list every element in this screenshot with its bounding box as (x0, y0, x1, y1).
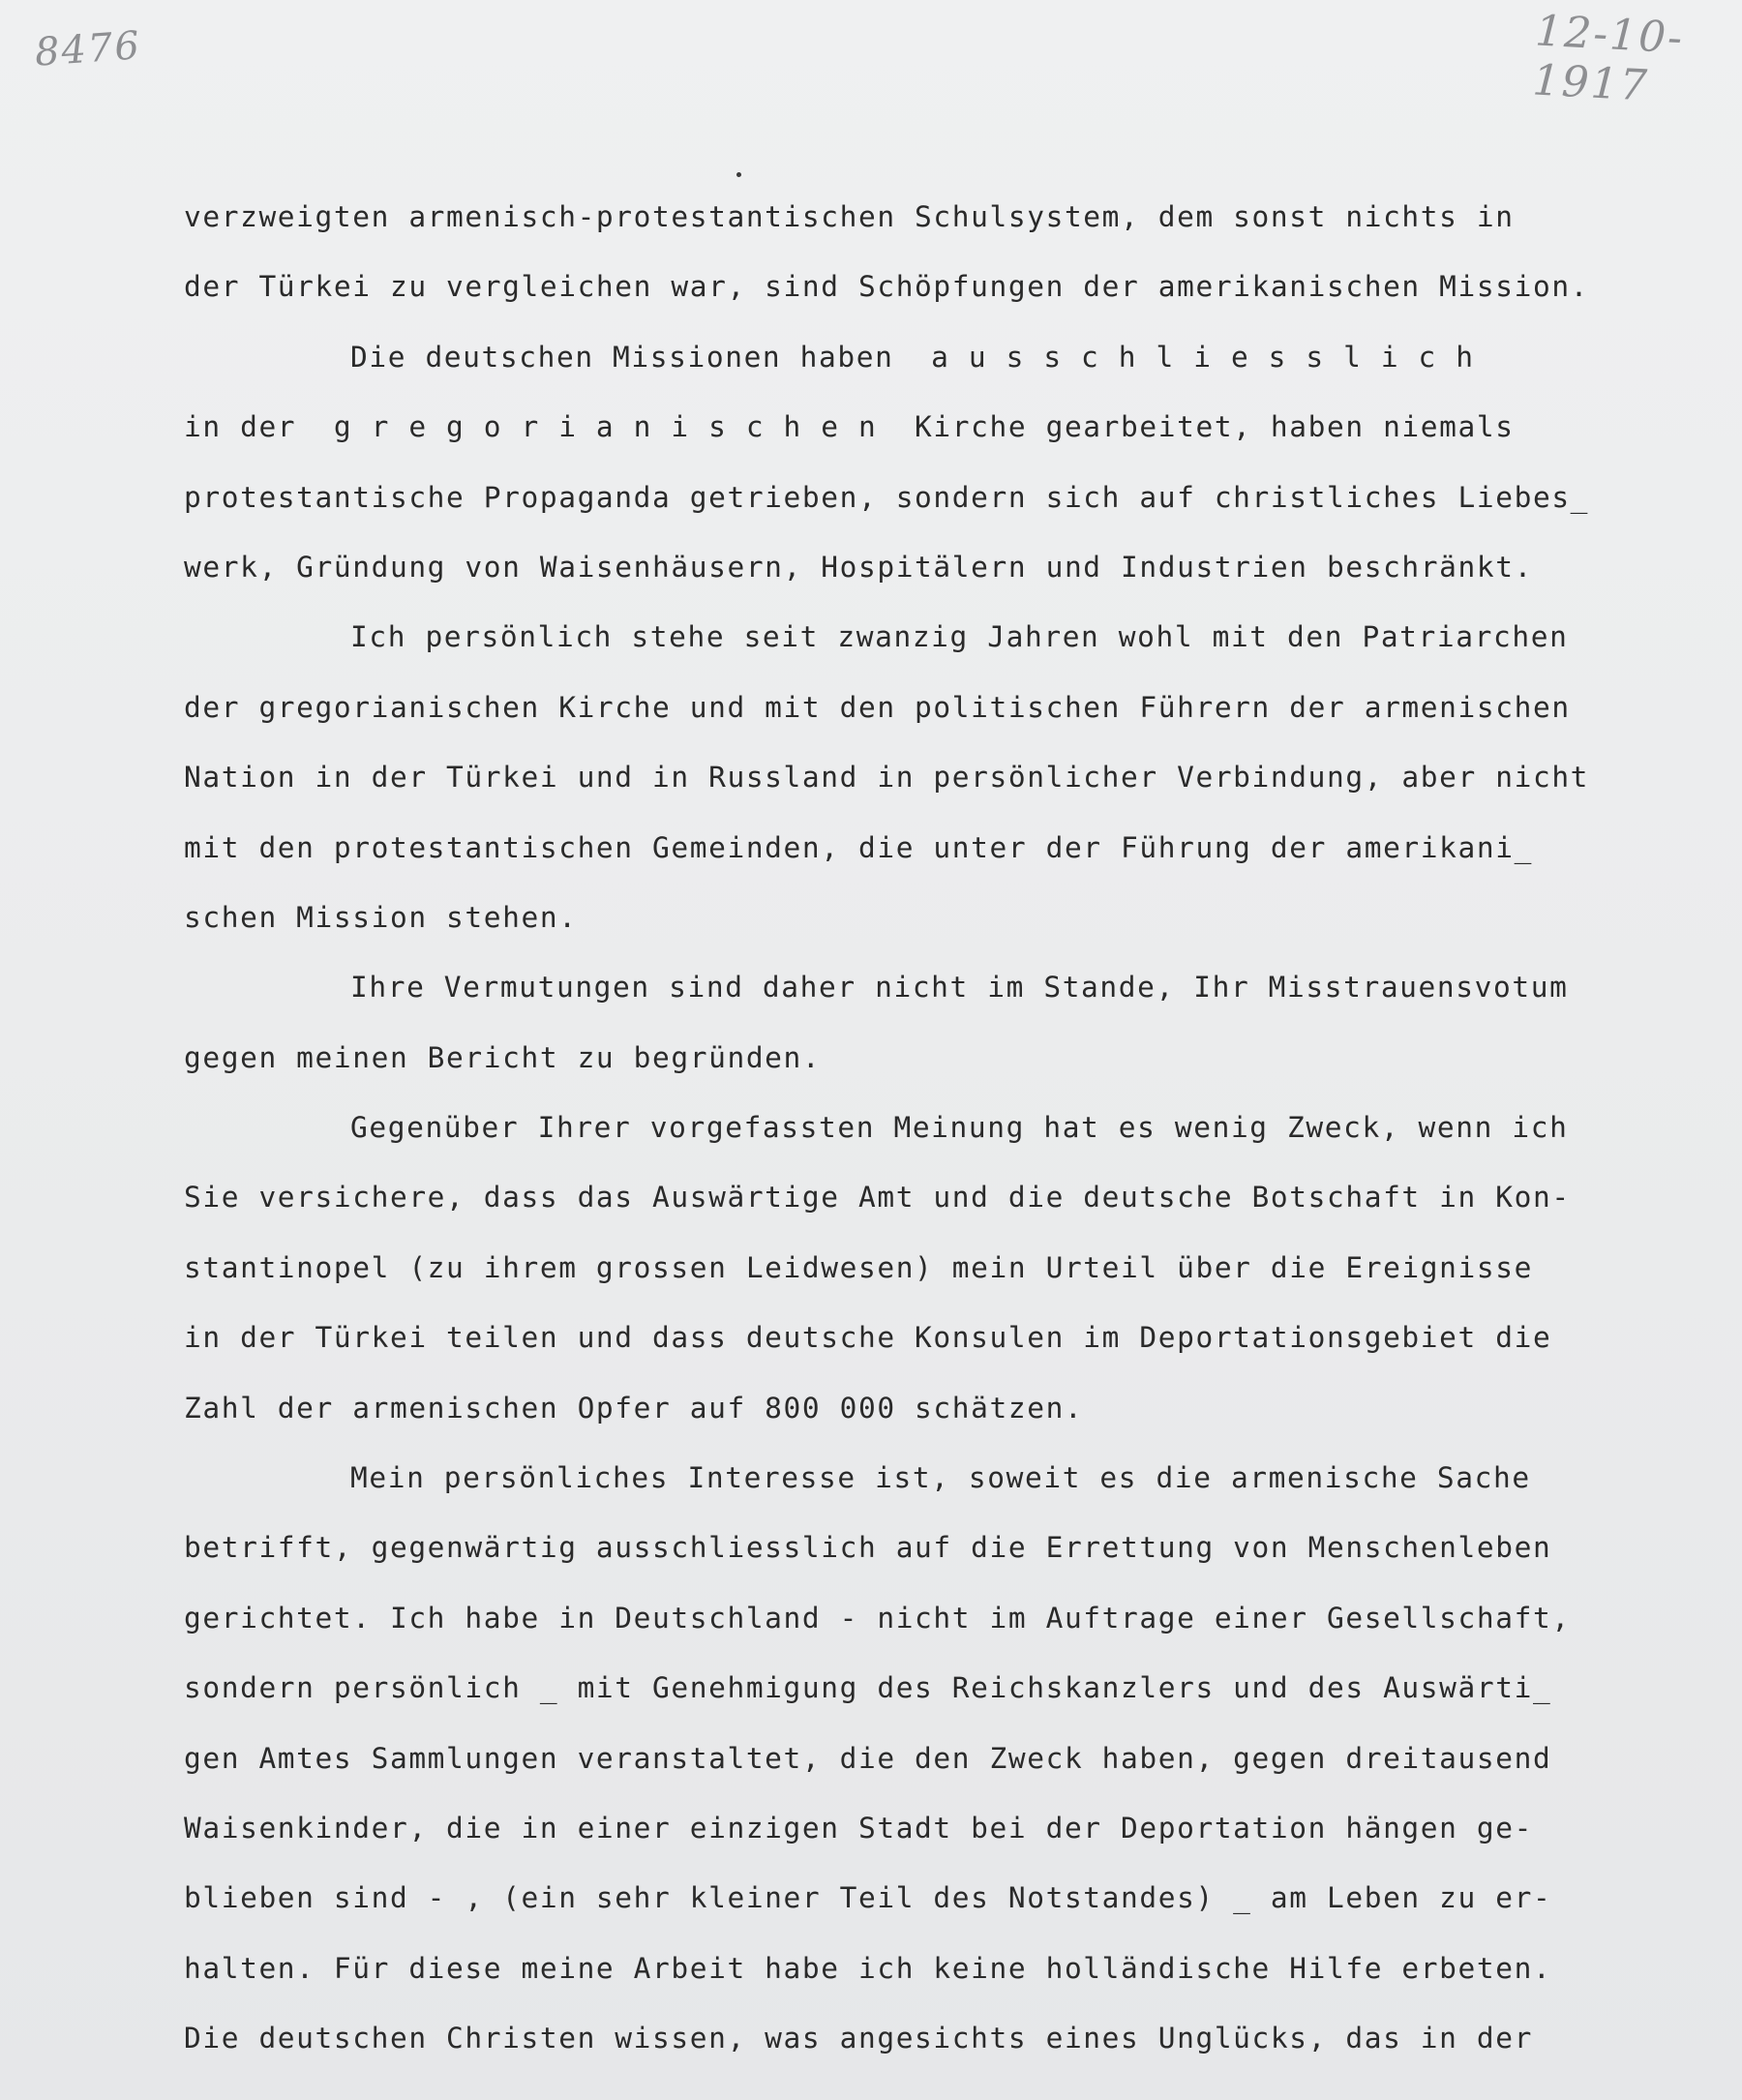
ink-dot (736, 172, 741, 177)
text-line: Die deutschen Christen wissen, was angesichts eines Unglücks, das in der (184, 2022, 1533, 2055)
text-line: Gegenüber Ihrer vorgefassten Meinung hat es wenig Zweck, wenn ich (350, 1111, 1569, 1145)
text-line: der Türkei zu vergleichen war, sind Schöpfungen der amerikanischen Mission. (184, 270, 1590, 304)
text-line: protestantische Propaganda getrieben, sondern sich auf christliches Liebes_ (184, 480, 1590, 514)
text-line: stantinopel (zu ihrem grossen Leidwesen) mein Urteil über die Ereignisse (184, 1250, 1533, 1284)
text-line: blieben sind - , (ein sehr kleiner Teil des Notstandes) _ am Leben zu er- (184, 1881, 1552, 1915)
text-line: Ihre Vermutungen sind daher nicht im Stande, Ihr Misstrauensvotum (350, 971, 1569, 1005)
text-line: Ich persönlich stehe seit zwanzig Jahren wohl mit den Patriarchen (350, 620, 1569, 654)
text-line: der gregorianischen Kirche und mit den politischen Führern der armenischen (184, 690, 1571, 724)
text-line: halten. Für diese meine Arbeit habe ich keine holländische Hilfe erbeten. (184, 1951, 1552, 1985)
text-line: Die deutschen Missionen haben a u s s c h l i e s s l i c h (350, 340, 1475, 374)
date-annotation: 12-10-1917 (1531, 6, 1686, 111)
text-line: Zahl der armenischen Opfer auf 800 000 schätzen. (184, 1391, 1084, 1425)
text-line: mit den protestantischen Gemeinden, die unter der Führung der amerikani_ (184, 830, 1533, 864)
text-line: gen Amtes Sammlungen veranstaltet, die den Zweck haben, gegen dreitausend (184, 1741, 1552, 1775)
text-line: gerichtet. Ich habe in Deutschland - nicht im Auftrage einer Gesellschaft, (184, 1601, 1571, 1635)
text-line: in der Türkei teilen und dass deutsche Konsulen im Deportationsgebiet die (184, 1321, 1552, 1355)
text-line: Mein persönliches Interesse ist, soweit es die armenische Sache (350, 1461, 1531, 1495)
text-line: Nation in der Türkei und in Russland in persönlicher Verbindung, aber nicht (184, 761, 1590, 795)
text-line: sondern persönlich _ mit Genehmigung des Reichskanzlers und des Auswärti_ (184, 1671, 1552, 1705)
archive-number-annotation: 8476 (33, 23, 143, 75)
text-line: betrifft, gegenwärtig ausschliesslich auf die Errettung von Menschenleben (184, 1531, 1552, 1565)
typed-letter-body (184, 192, 1723, 2084)
text-line: in der g r e g o r i a n i s c h e n Kirche gearbeitet, haben niemals (184, 410, 1515, 444)
text-line: gegen meinen Bericht zu begründen. (184, 1040, 822, 1074)
text-line: Waisenkinder, die in einer einzigen Stadt bei der Deportation hängen ge- (184, 1811, 1533, 1845)
text-line: schen Mission stehen. (184, 900, 578, 934)
text-line: werk, Gründung von Waisenhäusern, Hospitälern und Industrien beschränkt. (184, 550, 1533, 584)
text-line: verzweigten armenisch-protestantischen Schulsystem, dem sonst nichts in (184, 200, 1515, 233)
text-line: Sie versichere, dass das Auswärtige Amt und die deutsche Botschaft in Kon- (184, 1181, 1571, 1215)
